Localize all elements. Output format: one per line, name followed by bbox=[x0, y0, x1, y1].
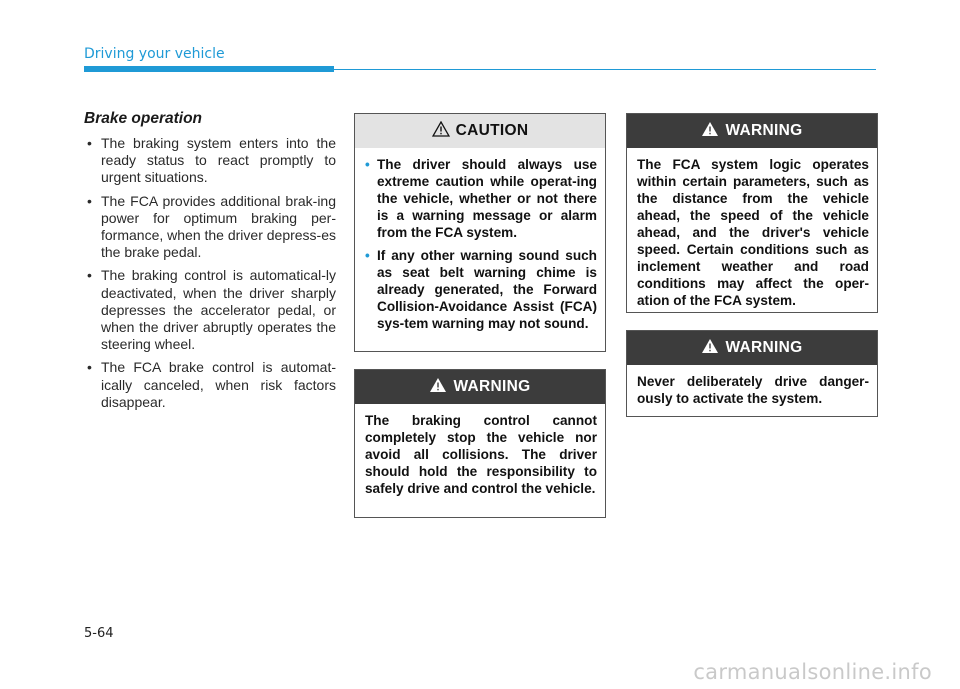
caution-item: • If any other warning sound such as seat belt warning chime is already generated, the Forward Collision-Avoidance Assist (FCA) sys-tem warning may not sound. bbox=[365, 247, 597, 332]
warning-body bbox=[355, 404, 605, 507]
caution-box bbox=[354, 113, 606, 352]
caution-body bbox=[355, 148, 605, 348]
section-title: Driving your vehicle bbox=[84, 46, 225, 62]
warning-header bbox=[355, 370, 605, 404]
warning-triangle-outline-icon bbox=[432, 121, 450, 142]
warning-body bbox=[627, 148, 877, 319]
warning-header bbox=[627, 114, 877, 148]
list-item: • The FCA brake control is automat-ically canceled, when risk factors disappear. bbox=[84, 359, 336, 411]
warning-text: The braking control cannot completely stop the vehicle nor avoid all collisions. The driver should hold the responsibility to safely drive and control the vehicle. bbox=[365, 413, 597, 496]
warning-box-system-logic bbox=[626, 113, 878, 313]
warning-body bbox=[627, 365, 877, 417]
warning-text: Never deliberately drive danger-ously to activate the system. bbox=[637, 374, 869, 406]
brake-operation-heading: Brake operation bbox=[84, 110, 203, 127]
header-rule-thin bbox=[334, 69, 876, 70]
brake-operation-section bbox=[84, 110, 336, 417]
warning-box-dangerous-driving bbox=[626, 330, 878, 417]
caution-item: • The driver should always use extreme caution while operat-ing the vehicle, whether or not there is a warning message or alarm from the FCA system. bbox=[365, 156, 597, 241]
list-item: • The braking control is automatical-ly deactivated, when the driver sharply depresses the accelerator pedal, or when the driver abruptly operates the steering wheel. bbox=[84, 267, 336, 353]
warning-title: WARNING bbox=[453, 378, 531, 395]
watermark: carmanualsonline.info bbox=[693, 660, 932, 684]
page-number: 5-64 bbox=[84, 626, 114, 641]
list-item: • The braking system enters into the ready status to react promptly to urgent situations. bbox=[84, 135, 336, 187]
warning-title: WARNING bbox=[725, 122, 803, 139]
caution-header bbox=[355, 114, 605, 148]
warning-box-braking-control bbox=[354, 369, 606, 518]
brake-operation-list bbox=[84, 135, 336, 411]
warning-header bbox=[627, 331, 877, 365]
caution-title: CAUTION bbox=[455, 122, 529, 139]
warning-triangle-filled-icon bbox=[429, 377, 447, 398]
list-item: • The FCA provides additional brak-ing power for optimum braking per-formance, when the driver depress-es the brake pedal. bbox=[84, 193, 336, 262]
warning-title: WARNING bbox=[725, 339, 803, 356]
warning-text: The FCA system logic operates within certain parameters, such as the distance from the vehicle ahead, the speed of the vehicle ahead, and the driver's vehicle speed. Certain conditions such as inclement weather and road conditions may affect the oper-ation of the FCA system. bbox=[637, 157, 869, 308]
warning-triangle-filled-icon bbox=[701, 121, 719, 142]
warning-triangle-filled-icon bbox=[701, 338, 719, 359]
header-rule-thick bbox=[84, 66, 334, 72]
